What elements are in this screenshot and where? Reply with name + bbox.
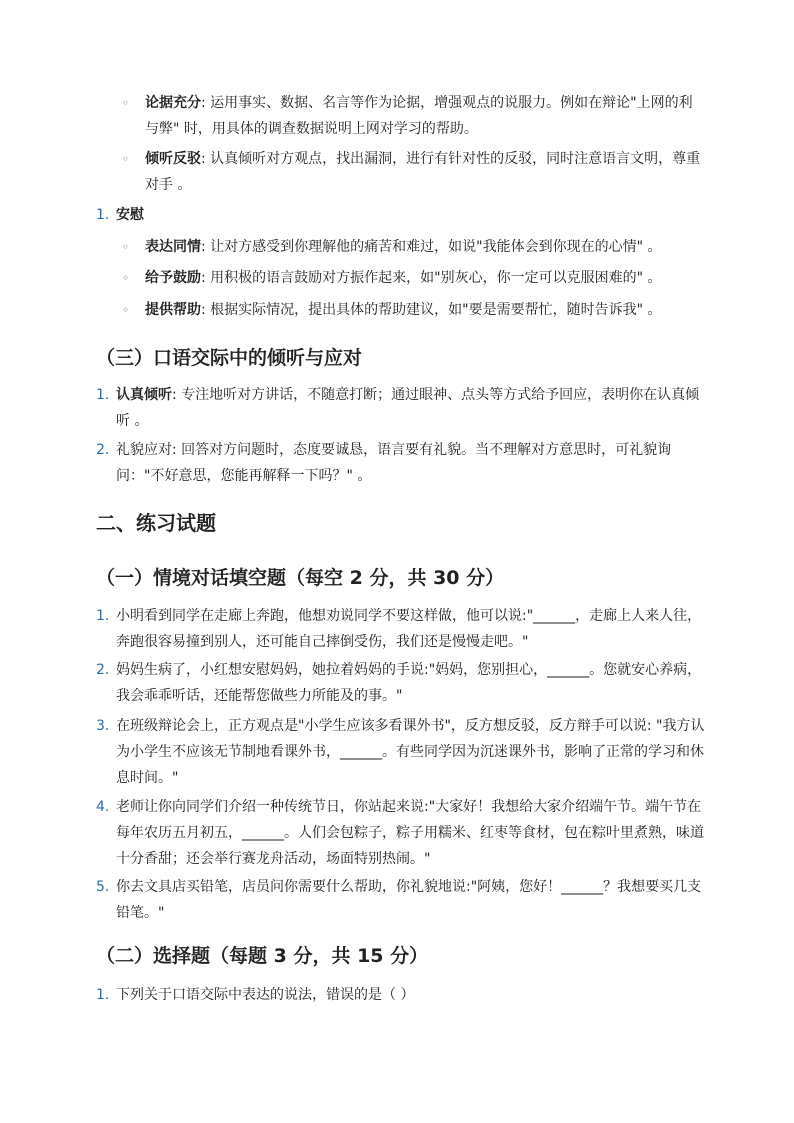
bullet-icon: ◦ bbox=[122, 240, 130, 254]
section-heading-listening: （三）口语交际中的倾听与应对 bbox=[96, 347, 363, 369]
section-heading-choice: （二）选择题（每题 3 分，共 15 分） bbox=[96, 945, 429, 967]
section-heading-fill-blank: （一）情境对话填空题（每空 2 分，共 30 分） bbox=[96, 567, 505, 589]
bullet-icon: ◦ bbox=[122, 96, 130, 110]
bullet-icon: ◦ bbox=[122, 303, 130, 317]
question-item: 1. 下列关于口语交际中表达的说法，错误的是（ ） bbox=[96, 987, 415, 1003]
question-item: 5. 你去文具店买铅笔，店员问你需要什么帮助，你礼貌地说:"阿姨，您好！______？我想要买几支铅笔。" bbox=[96, 879, 702, 921]
bullet-text: 认真倾听对方观点，找出漏洞，进行有针对性的反驳，同时注意语言文明，尊重对手 。 bbox=[145, 151, 701, 193]
bullet-item-help: ◦ 提供帮助: 根据实际情况，提出具体的帮助建议，如"要是需要帮忙，随时告诉我" 。 bbox=[125, 297, 705, 323]
list-item-title: 安慰 bbox=[116, 207, 144, 223]
question-item: 3. 在班级辩论会上，正方观点是"小学生应该多看课外书"，反方想反驳，反方辩手可以说: "我方认为小学生不应该无节制地看课外书，______。有些同学因为沉迷课外书，影响了正常的学习和休息时间。" bbox=[96, 718, 705, 786]
list-number: 1. bbox=[96, 207, 110, 223]
bullet-lead: 论据充分 bbox=[145, 95, 201, 111]
list-item: 2. 礼貌应对: 回答对方问题时，态度要诚恳，语言要有礼貌。当不理解对方意思时，可礼貌询问："不好意思，您能再解释一下吗？" 。 bbox=[96, 442, 672, 484]
bullet-item-encourage: ◦ 给予鼓励: 用积极的语言鼓励对方振作起来，如"别灰心，你一定可以克服困难的" 。 bbox=[125, 265, 705, 291]
part-heading-exercises: 二、练习试题 bbox=[96, 511, 216, 535]
list-item-comfort bbox=[96, 202, 706, 228]
bullet-item-sympathy: ◦ 表达同情: 让对方感受到你理解他的痛苦和难过，如说"我能体会到你现在的心情" 。 bbox=[125, 234, 705, 260]
bullet-text: 运用事实、数据、名言等作为论据，增强观点的说服力。例如在辩论"上网的利与弊" 时，用具体的调查数据说明上网对学习的帮助。 bbox=[145, 95, 693, 137]
bullet-icon: ◦ bbox=[122, 271, 130, 285]
list-item: 1. 认真倾听: 专注地听对方讲话，不随意打断；通过眼神、点头等方式给予回应，表明你在认真倾听 。 bbox=[96, 387, 700, 429]
question-item: 4. 老师让你向同学们介绍一种传统节日，你站起来说:"大家好！我想给大家介绍端午节。端午节在每年农历五月初五，______。人们会包粽子，粽子用糯米、红枣等食材，包在粽叶里煮熟，味道十分香甜；还会举行赛龙舟活动，场面特别热闹。" bbox=[96, 799, 704, 867]
bullet-icon: ◦ bbox=[122, 152, 130, 166]
bullet-item-rebuttal: ◦ 倾听反驳: 认真倾听对方观点，找出漏洞，进行有针对性的反驳，同时注意语言文明，尊重对手 。 bbox=[125, 146, 705, 198]
question-item: 2. 妈妈生病了，小红想安慰妈妈，她拉着妈妈的手说:"妈妈，您别担心，______。您就安心养病，我会乖乖听话，还能帮您做些力所能及的事。" bbox=[96, 662, 702, 704]
question-item: 1. 小明看到同学在走廊上奔跑，他想劝说同学不要这样做，他可以说:"______，走廊上人来人往，奔跑很容易撞到别人，还可能自己摔倒受伤，我们还是慢慢走吧。" bbox=[96, 608, 702, 650]
bullet-item-argument: ◦ 论据充分: 运用事实、数据、名言等作为论据，增强观点的说服力。例如在辩论"上网的利与弊" 时，用具体的调查数据说明上网对学习的帮助。 bbox=[125, 90, 705, 142]
bullet-lead: 倾听反驳 bbox=[145, 151, 201, 167]
